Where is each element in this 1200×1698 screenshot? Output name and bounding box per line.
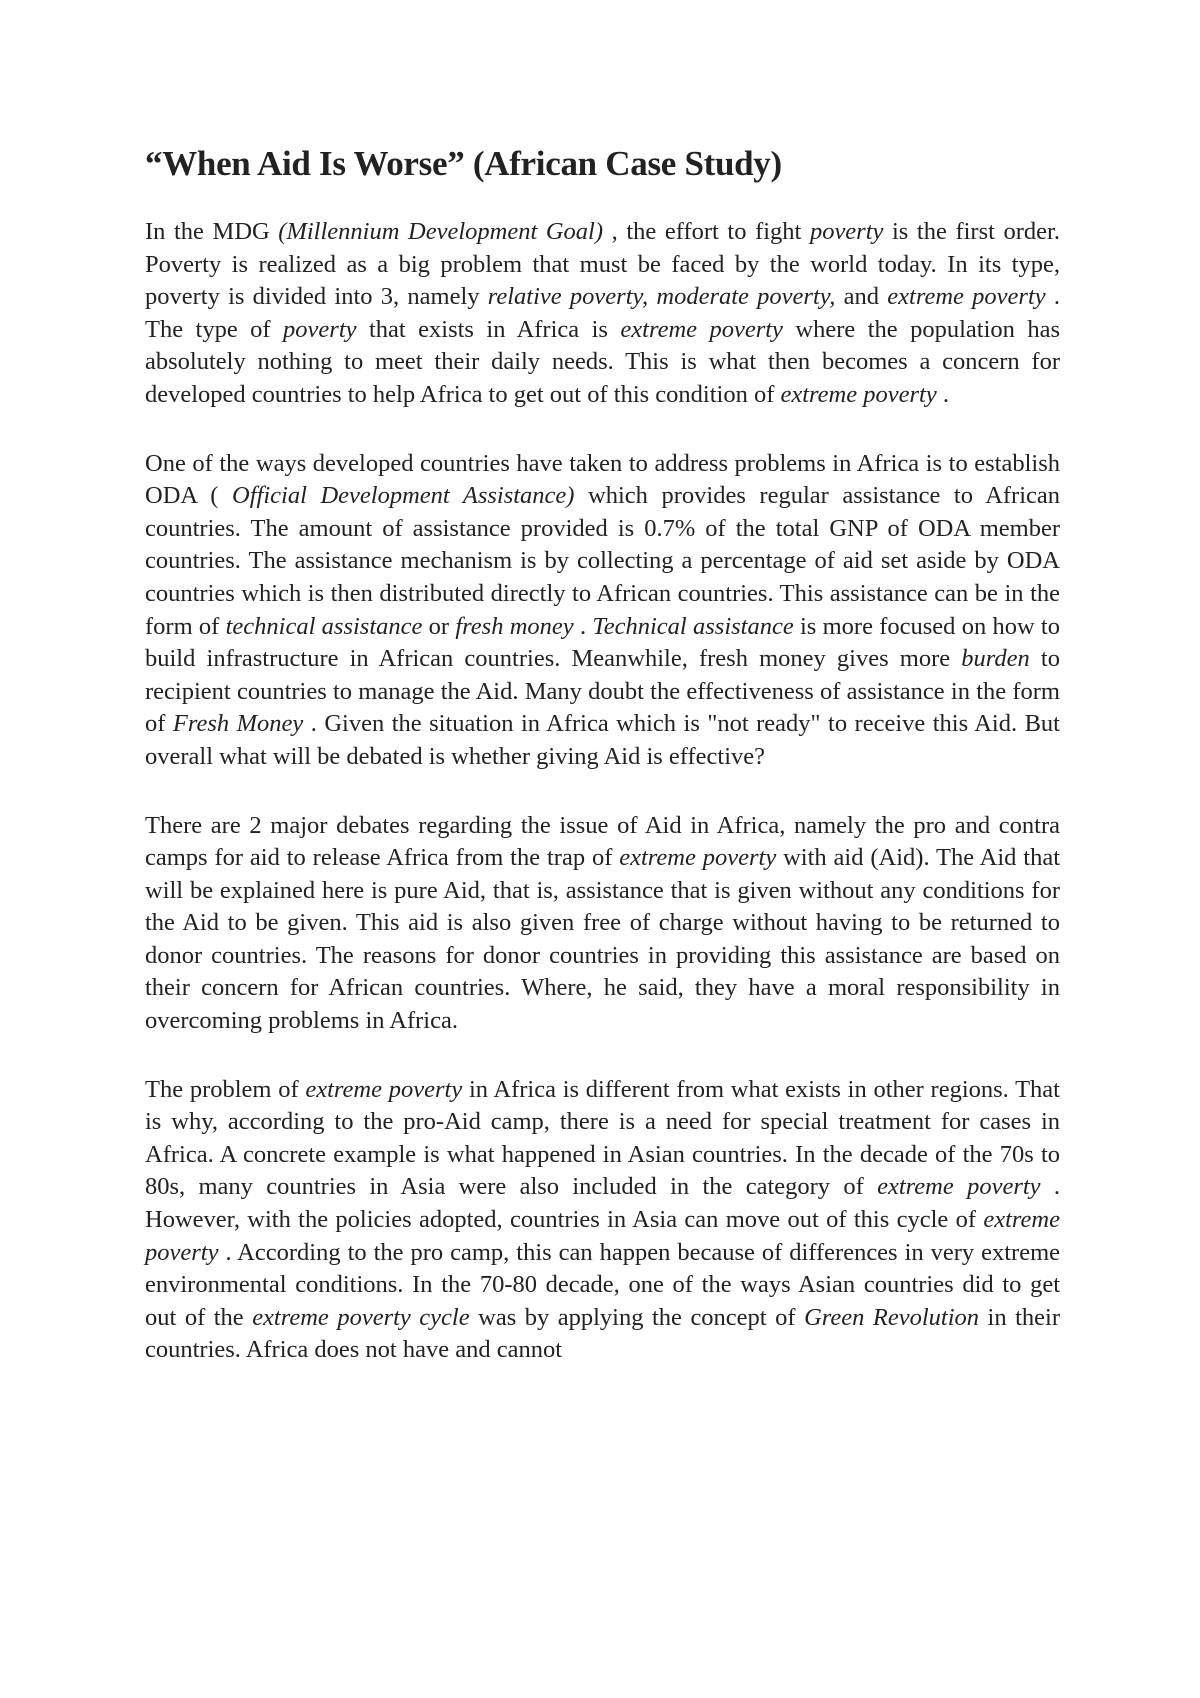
- italic-term: Official Development Assistance): [232, 482, 575, 510]
- italic-term: extreme poverty: [145, 1206, 1060, 1266]
- document-page: [145, 128, 1060, 1367]
- italic-term: fresh money: [455, 612, 574, 640]
- text-run: is the first order. Poverty is realized as a big problem that must be faced by the world today. In its type, poverty is divided into 3, namely: [145, 218, 1060, 311]
- italic-term: extreme poverty: [780, 380, 937, 408]
- text-run: or: [422, 612, 456, 640]
- text-run: that exists in Africa is: [356, 315, 621, 343]
- italic-term: extreme poverty: [887, 283, 1046, 311]
- italic-term: extreme poverty: [305, 1075, 463, 1103]
- text-run: in their countries. Africa does not have and cannot: [145, 1303, 1061, 1364]
- italic-term: burden: [961, 645, 1030, 673]
- italic-term: Fresh Money: [172, 710, 304, 738]
- text-run: to recipient countries to manage the Aid. Many doubt the effectiveness of assistance in the form of: [145, 645, 1060, 738]
- document-title: “When Aid Is Worse” (African Case Study): [145, 144, 782, 183]
- italic-term: relative poverty, moderate poverty,: [487, 283, 836, 311]
- italic-term: Green Revolution: [804, 1303, 980, 1331]
- text-run: where the population has absolutely nothing to meet their daily needs. This is what then becomes a concern for developed countries to help Africa to get out of this condition of: [145, 315, 1060, 408]
- italic-term: (Millennium Development Goal): [278, 218, 604, 245]
- text-run: , the effort to fight: [603, 218, 810, 245]
- text-run: .: [936, 380, 949, 408]
- italic-term: extreme poverty: [620, 315, 783, 343]
- text-run: was by applying the concept of: [469, 1303, 805, 1331]
- text-run: with aid (Aid). The Aid that will be explained here is pure Aid, that is, assistance that is given without any conditions for the Aid to be given. This aid is also given free of charge without having to be returned to donor countries. The reasons for donor countries in providing this assistance are based on their concern for African countries. Where, he said, they have a moral responsibility in overcoming problems in Africa.: [145, 844, 1060, 1035]
- italic-term: Technical assistance: [592, 612, 794, 640]
- italic-term: extreme poverty cycle: [252, 1303, 470, 1331]
- text-run: which provides regular assistance to African countries. The amount of assistance provided is 0.7% of the total GNP of ODA member countries. The assistance mechanism is by collecting a percentage of aid set aside by ODA countries which is then distributed directly to African countries. This assistance can be in the form of: [145, 482, 1061, 640]
- paragraph-mdg-poverty: [145, 216, 1060, 412]
- text-run: There are 2 major debates regarding the issue of Aid in Africa, namely the pro and contra camps for aid to release Africa from the trap of: [145, 811, 1060, 872]
- italic-term: extreme poverty: [619, 844, 777, 872]
- text-run: One of the ways developed countries have taken to address problems in Africa is to establish ODA (: [145, 449, 1060, 510]
- paragraph-aid-debate: [145, 810, 1060, 1038]
- text-run: . According to the pro camp, this can happen because of differences in very extreme environmental conditions. In the 70-80 decade, one of the ways Asian countries did to get out of the: [145, 1238, 1060, 1331]
- italic-term: technical assistance: [225, 612, 423, 640]
- text-run: in Africa is different from what exists in other regions. That is why, according to the pro-Aid camp, there is a need for special treatment for cases in Africa. A concrete example is what happened in Asian countries. In the decade of the 70s to 80s, many countries in Asia were also included in the category of: [145, 1075, 1060, 1201]
- text-run: In the MDG: [145, 218, 279, 245]
- italic-term: extreme poverty: [877, 1173, 1041, 1201]
- text-run: .: [573, 612, 593, 640]
- text-run: . The type of: [145, 283, 1061, 343]
- text-run: and: [835, 283, 888, 311]
- paragraph-oda-assistance: [145, 448, 1060, 774]
- italic-term: poverty: [283, 315, 357, 343]
- text-run: . Given the situation in Africa which is "not ready" to receive this Aid. But overall what will be debated is whether giving Aid is effective?: [145, 710, 1060, 770]
- text-run: The problem of: [145, 1075, 306, 1103]
- text-run: . However, with the policies adopted, countries in Asia can move out of this cycle of: [145, 1173, 1060, 1234]
- paragraph-asia-comparison: [145, 1074, 1060, 1367]
- text-run: is more focused on how to build infrastructure in African countries. Meanwhile, fresh money gives more: [145, 612, 1060, 673]
- italic-term: poverty: [809, 218, 884, 245]
